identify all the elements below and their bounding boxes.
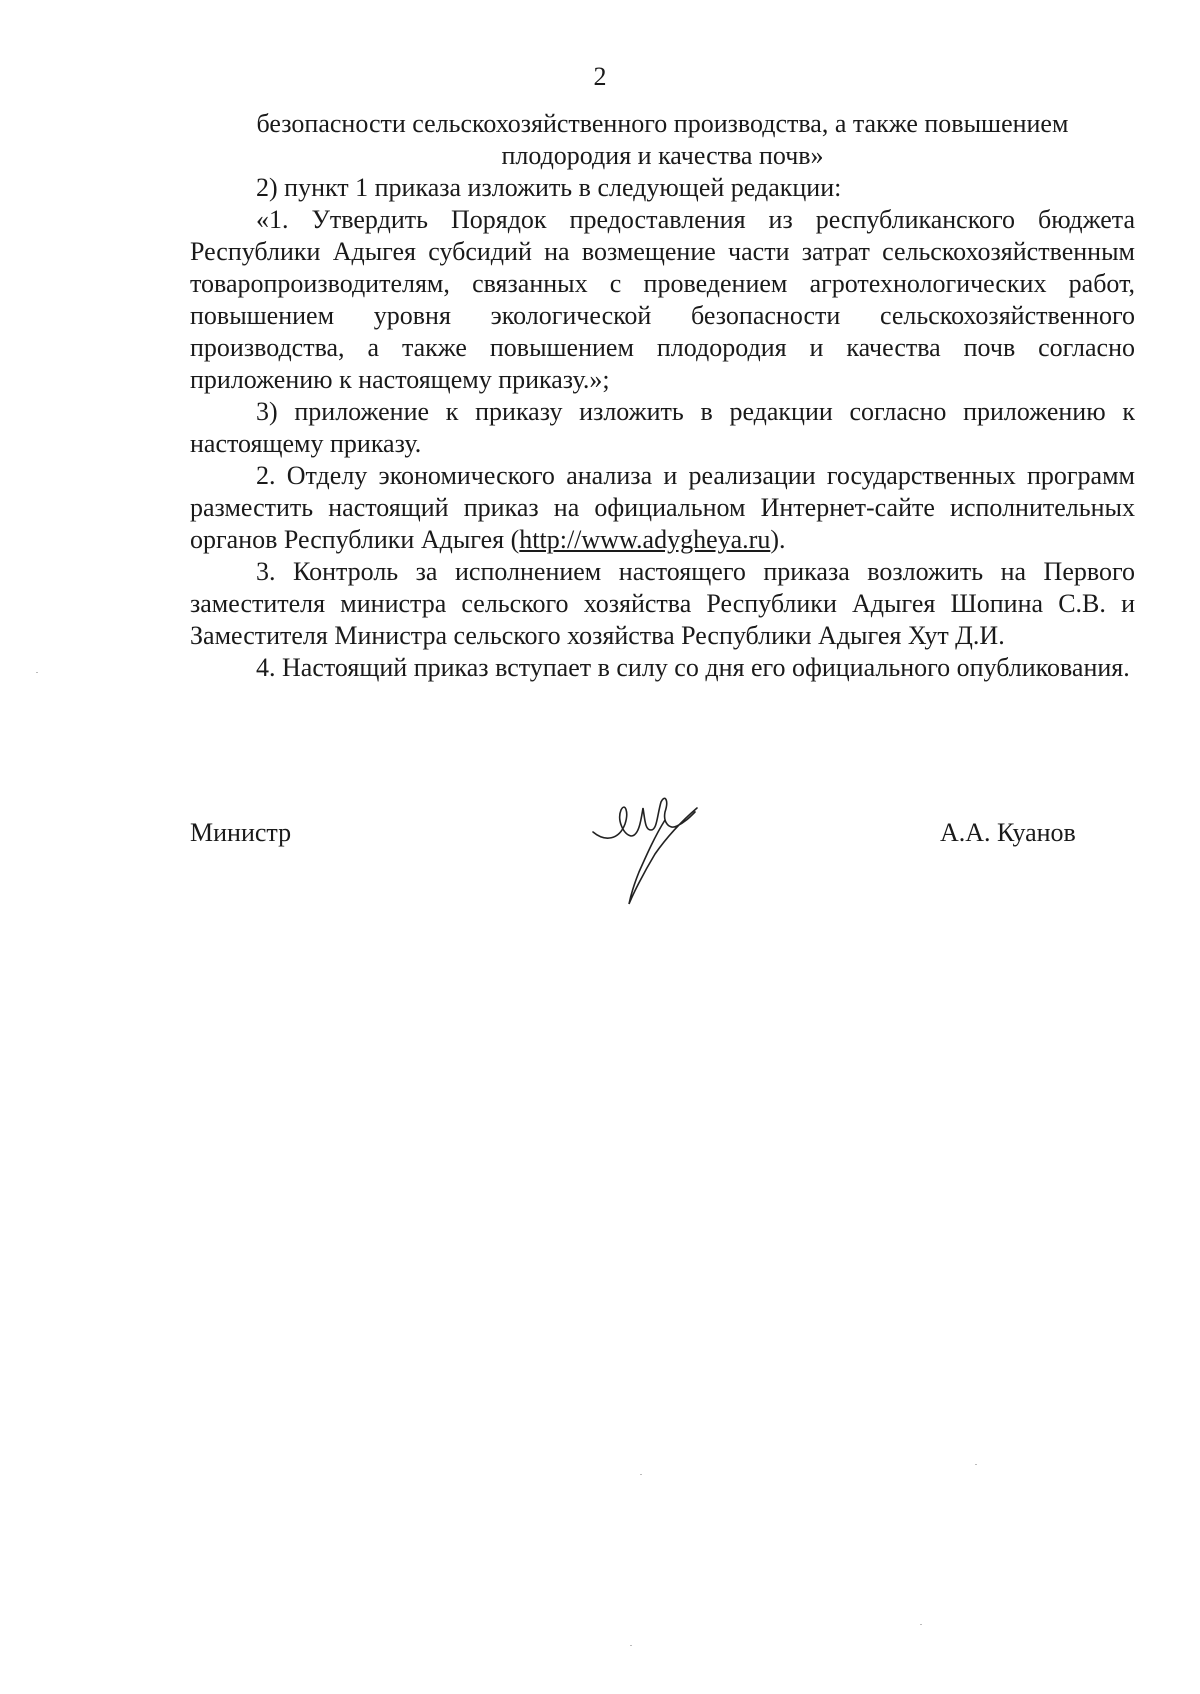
scan-speck [920, 1624, 922, 1625]
link-suffix: ). [770, 525, 786, 554]
signatory-title: Министр [190, 818, 292, 847]
page-number: 2 [593, 62, 607, 91]
scan-speck [36, 672, 38, 673]
paragraph-item-4: 4. Настоящий приказ вступает в силу со дня его официального опубликования. [256, 653, 1130, 682]
handwritten-signature [585, 790, 735, 910]
paragraph-amend-item-3: 3) приложение к приказу изложить в редакции согласно приложению к настоящему приказу. [190, 397, 1135, 458]
continued-line-2: плодородия и качества почв» [501, 141, 824, 170]
paragraph-item-2-text: 2. Отделу экономического анализа и реализации государственных программ разместить настоящий приказ на официальном Интернет-сайте исполнительных органов Республики Адыгея ( [190, 461, 1135, 554]
continued-line-1: безопасности сельскохозяйственного производства, а также повышением [256, 109, 1069, 138]
paragraph-amend-item-2: 2) пункт 1 приказа изложить в следующей редакции: [256, 173, 842, 202]
scan-speck [975, 1464, 977, 1465]
signatory-name: А.А. Куанов [940, 818, 1076, 847]
paragraph-quoted-item-1: «1. Утвердить Порядок предоставления из республиканского бюджета Республики Адыгея субсидий на возмещение части затрат сельскохозяйственным товаропроизводителям, связанных с проведением агротехнологических работ, повышением уровня экологической безопасности сельскохозяйственного производства, а также повышением плодородия и качества почв согласно приложению к настоящему приказу.»; [190, 205, 1135, 394]
website-link[interactable]: http://www.adygheya.ru [519, 525, 771, 554]
paragraph-item-3: 3. Контроль за исполнением настоящего приказа возложить на Первого заместителя министра сельского хозяйства Республики Адыгея Шопина С.В. и Заместителя Министра сельского хозяйства Республики Адыгея Хут Д.И. [190, 557, 1135, 650]
document-body [190, 108, 1135, 684]
paragraph-item-2 [190, 460, 1135, 556]
scan-speck [640, 1474, 642, 1475]
scan-speck [630, 1645, 632, 1646]
